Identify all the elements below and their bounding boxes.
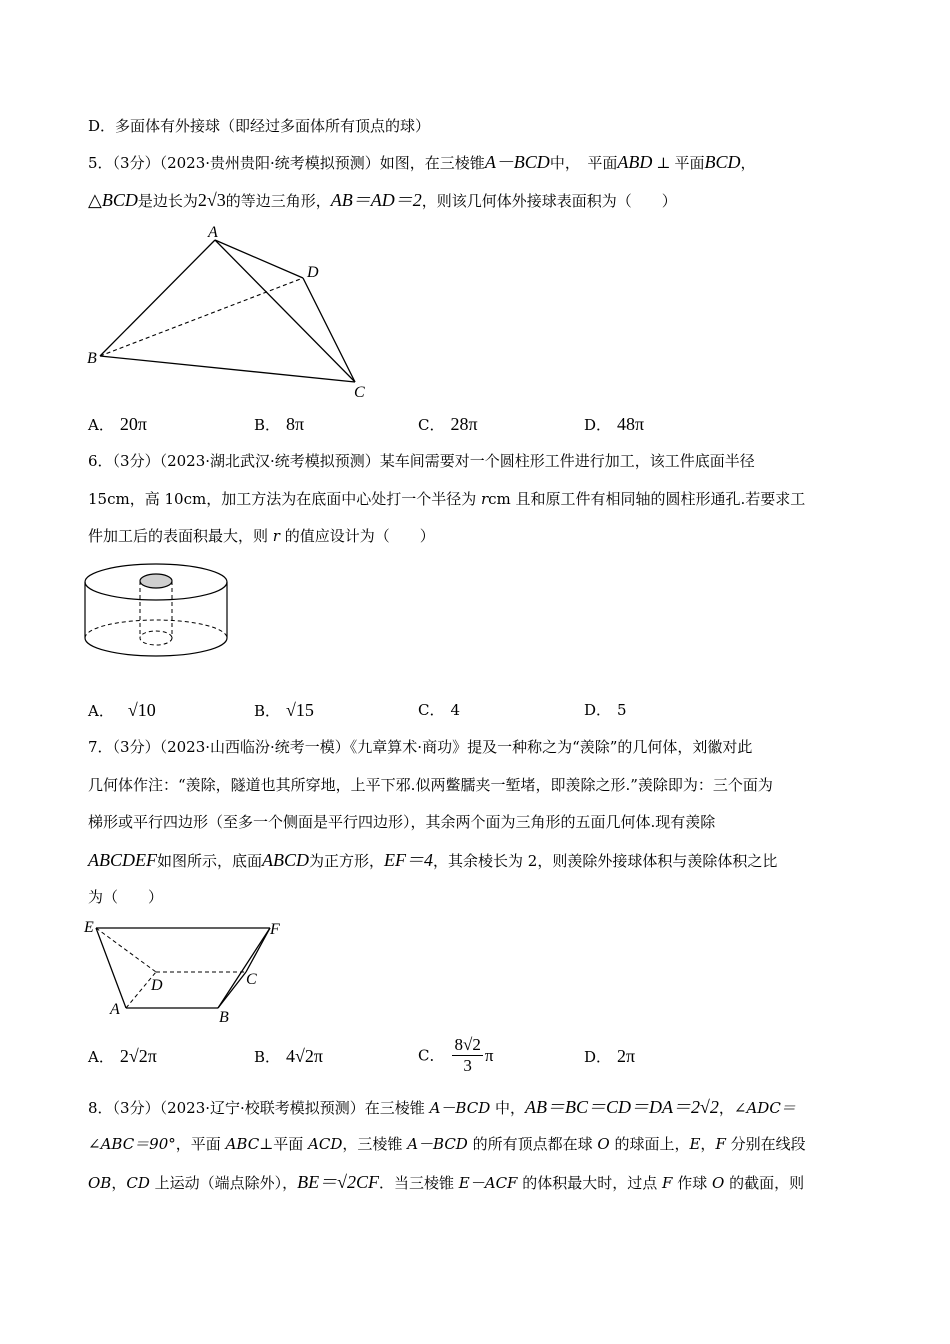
- option-letter: A．: [88, 416, 114, 434]
- vertex-label: B: [87, 350, 97, 367]
- vertex-label: A: [208, 224, 218, 241]
- fraction-numerator: 8√2: [454, 1035, 481, 1054]
- q5-option-b[interactable]: [254, 413, 304, 436]
- q8-math: ∠ADC＝: [733, 1099, 796, 1117]
- q8-math: BE＝√2CF: [297, 1172, 380, 1192]
- q8-math: ABC: [225, 1135, 260, 1153]
- outer-bottom-front-arc: [85, 638, 227, 656]
- q5-text: 的等边三角形，: [225, 192, 331, 210]
- q8-math: OB: [88, 1174, 112, 1192]
- q8-math: F: [662, 1174, 673, 1192]
- option-value: √10: [127, 700, 156, 720]
- option-value: 20π: [119, 414, 147, 434]
- q8-text: ，: [700, 1135, 716, 1153]
- q8-math: A－BCD: [429, 1099, 491, 1117]
- fraction: [452, 1035, 482, 1076]
- q8-text: 的体积最大时，过点: [517, 1174, 663, 1192]
- q8-math: E: [689, 1135, 701, 1153]
- option-letter: D．: [584, 1048, 612, 1066]
- q5-option-d[interactable]: [584, 413, 644, 436]
- q8-text: ⊥平面: [259, 1135, 309, 1153]
- q8-text: ．当三棱锥: [379, 1174, 459, 1192]
- q8-text: ，: [718, 1099, 734, 1117]
- option-value: 4: [450, 701, 461, 719]
- q8-text: 的球面上，: [609, 1135, 690, 1153]
- edge-cf: [246, 928, 270, 972]
- option-value: 2π: [617, 1046, 636, 1066]
- q5-math: 2√3: [197, 190, 226, 210]
- q4-option-d: D．多面体有外接球（即经过多面体所有顶点的球）: [88, 117, 431, 135]
- q5-math: A－BCD: [484, 152, 550, 172]
- q6-text: 件加工后的表面积最大，则: [88, 527, 273, 545]
- q7-text: ，其余棱长为 2，则羡除外接球体积与羡除体积之比: [433, 852, 778, 870]
- q7-math: EF＝4: [384, 850, 434, 870]
- q6-option-b[interactable]: [254, 699, 314, 722]
- q7-xianchu-figure: [80, 914, 290, 1026]
- option-letter: B．: [254, 702, 281, 720]
- q7-option-c[interactable]: [418, 1035, 493, 1076]
- edge-ab: [100, 240, 215, 356]
- hole-bottom: [140, 631, 172, 645]
- q5-text: 平面: [674, 154, 705, 172]
- vertex-label: D: [151, 977, 163, 994]
- vertex-label: C: [246, 971, 257, 988]
- q5-text: 中， 平面: [549, 154, 618, 172]
- q5-math: ABD: [617, 152, 653, 172]
- q6-option-d[interactable]: [584, 699, 627, 721]
- q7-stem-line1: 7．（3分）（2023·山西临汾·统考一模）《九章算术·商功》提及一种称之为“羡除”的几何体，刘徽对此: [88, 738, 753, 756]
- q7-option-a[interactable]: [88, 1045, 157, 1068]
- q6-text: 的值应设计为（ ）: [279, 527, 435, 545]
- q8-math: O: [711, 1174, 725, 1192]
- edge-bd-hidden: [100, 278, 303, 356]
- vertex-label: F: [270, 921, 280, 938]
- vertex-label: A: [110, 1001, 120, 1018]
- q5-perp-symbol: ⊥: [656, 154, 671, 172]
- option-value-pi: π: [484, 1045, 494, 1065]
- q5-tetrahedron-figure: [80, 222, 380, 404]
- option-letter: B．: [254, 1048, 281, 1066]
- q7-stem-line5: 为（ ）: [88, 888, 164, 906]
- q5-option-c[interactable]: [418, 413, 478, 436]
- vertex-label: C: [354, 384, 365, 401]
- q6-stem-line1: 6．（3分）（2023·湖北武汉·统考模拟预测）某车间需要对一个圆柱形工件进行加工，该工件底面半径: [88, 452, 755, 470]
- vertex-label: D: [307, 264, 319, 281]
- q5-option-a[interactable]: [88, 413, 147, 436]
- option-value: 8π: [286, 414, 305, 434]
- option-value: 2√2π: [119, 1046, 157, 1066]
- option-letter: C．: [418, 1046, 445, 1065]
- q6-stem-line2: [88, 488, 805, 510]
- edge-dc: [303, 278, 355, 382]
- option-value: 5: [617, 701, 627, 719]
- option-letter: C．: [418, 416, 445, 434]
- option-letter: D．: [584, 416, 612, 434]
- q8-math: O: [597, 1135, 610, 1153]
- q8-text: 的所有顶点都在球: [467, 1135, 598, 1153]
- option-value: 48π: [617, 414, 645, 434]
- option-letter: C．: [418, 701, 445, 719]
- option-letter: A．: [88, 1048, 114, 1066]
- q6-var-r: r: [272, 527, 280, 545]
- q5-text: 5．（3分）（2023·贵州贵阳·统考模拟预测）如图，在三棱锥: [88, 154, 485, 172]
- q5-text: 是边长为: [137, 192, 198, 210]
- option-letter: A．: [88, 702, 114, 720]
- q8-text: 分别在线段: [725, 1135, 806, 1153]
- q8-stem-line3: [88, 1171, 804, 1194]
- q8-math: ACD: [308, 1135, 343, 1153]
- q8-math: F: [715, 1135, 726, 1153]
- vertex-label: E: [84, 919, 94, 936]
- q5-math: BCD: [704, 152, 741, 172]
- q8-math: A－BCD: [407, 1135, 468, 1153]
- option-value: √15: [286, 700, 314, 720]
- q8-text: 上运动（端点除外），: [149, 1174, 298, 1192]
- edge-ea: [96, 928, 126, 1008]
- fraction-denominator: 3: [463, 1056, 472, 1075]
- q8-math: ∠ABC＝90°: [88, 1135, 176, 1153]
- q7-option-b[interactable]: [254, 1045, 323, 1068]
- hole-top: [140, 574, 172, 588]
- q5-text: ，则该几何体外接球表面积为（ ）: [421, 192, 677, 210]
- q8-math: CD: [126, 1174, 150, 1192]
- edge-bf: [218, 928, 270, 1008]
- q8-text: ，平面: [175, 1135, 226, 1153]
- q8-math: E－ACF: [458, 1174, 518, 1192]
- option-value: 28π: [450, 414, 478, 434]
- q6-option-a[interactable]: [88, 699, 156, 722]
- q8-text: ，三棱锥: [342, 1135, 408, 1153]
- edge-ac: [215, 240, 355, 382]
- edge-bc: [100, 356, 355, 382]
- option-letter: B．: [254, 416, 281, 434]
- q8-stem-line1: [88, 1096, 796, 1119]
- option-letter: D．: [584, 701, 612, 719]
- q8-text: ，: [111, 1174, 127, 1192]
- q7-stem-line2: 几何体作注：“羡除，隧道也其所穿地，上平下邪.似两鳖臑夹一堑堵，即羡除之形.”羡除即为：三个面为: [88, 776, 773, 794]
- q8-text: 中，: [490, 1099, 525, 1117]
- q7-text: 为正方形，: [309, 852, 385, 870]
- q8-stem-line2: [88, 1133, 806, 1155]
- q5-math: △BCD: [88, 190, 138, 210]
- q6-text: 15cm，高 10cm，加工方法为在底面中心处打一个半径为: [88, 490, 481, 508]
- q5-math: AB＝AD＝2: [330, 190, 422, 210]
- q6-text: cm 且和原工件有相同轴的圆柱形通孔.若要求工: [488, 490, 806, 508]
- q5-text: ，: [740, 154, 756, 172]
- q8-text: 的截面，则: [724, 1174, 805, 1192]
- vertex-label: B: [219, 1009, 229, 1026]
- q7-option-d[interactable]: [584, 1045, 635, 1068]
- q8-text: 作球: [672, 1174, 712, 1192]
- q7-stem-line4: [88, 849, 777, 872]
- q8-math: AB＝BC＝CD＝DA＝2√2: [525, 1097, 719, 1117]
- q7-text: 如图所示，底面: [157, 852, 263, 870]
- edge-ad: [215, 240, 303, 278]
- q6-var-r: r: [480, 490, 489, 508]
- option-value: 4√2π: [286, 1046, 323, 1066]
- q7-stem-line3: 梯形或平行四边形（至多一个侧面是平行四边形），其余两个面为三角形的五面几何体.现有羡除: [88, 813, 716, 831]
- q6-cylinder-figure: [84, 558, 244, 664]
- q7-math: ABCDEF: [88, 850, 157, 870]
- q7-math: ABCD: [262, 850, 310, 870]
- q5-stem-line2: [88, 189, 677, 212]
- q8-text: 8．（3分）（2023·辽宁·校联考模拟预测）在三棱锥: [88, 1099, 430, 1117]
- edge-ed-hidden: [96, 928, 156, 972]
- outer-bottom-back-arc: [85, 620, 227, 638]
- q5-stem-line1: [88, 151, 755, 174]
- q6-stem-line3: [88, 525, 435, 547]
- edge-bc: [218, 972, 246, 1008]
- q6-option-c[interactable]: [418, 699, 460, 721]
